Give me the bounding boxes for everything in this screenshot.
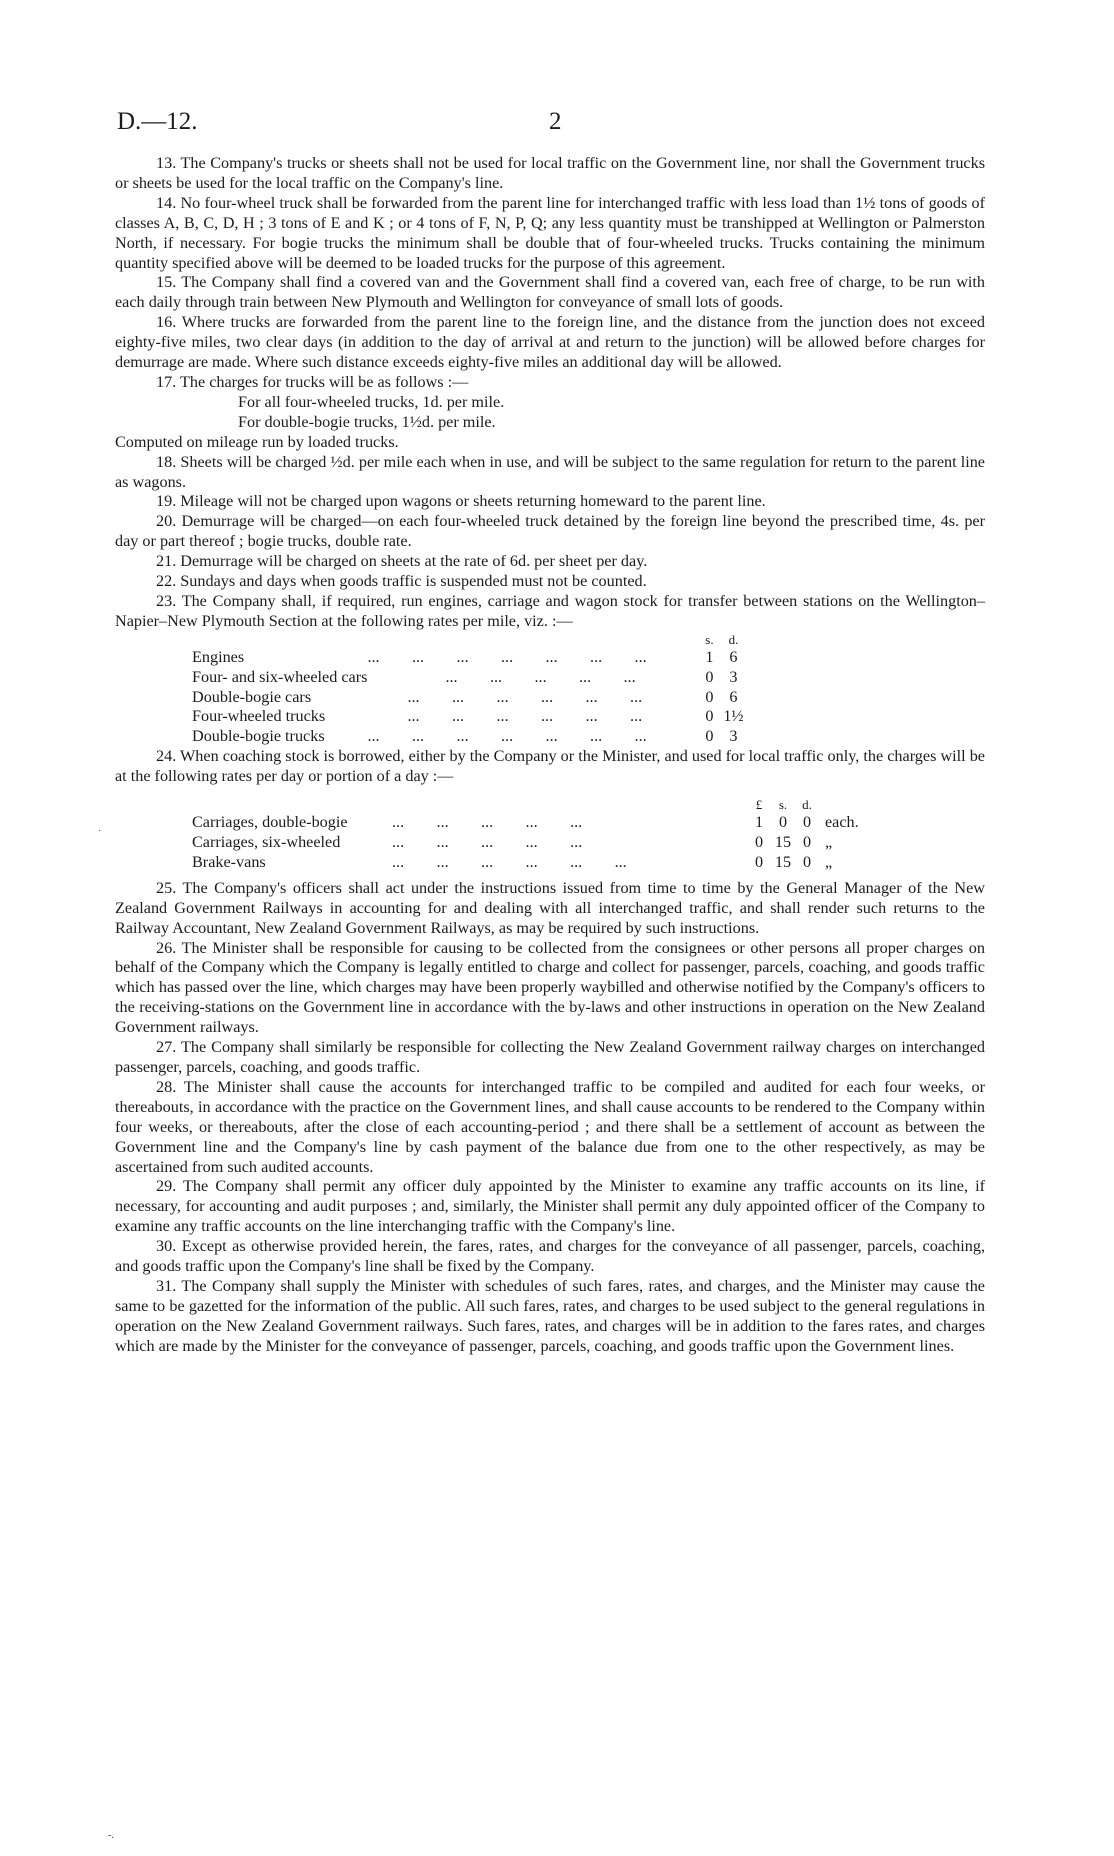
stock-label: Double-bogie cars xyxy=(192,687,312,706)
stock-label: Carriages, double-bogie xyxy=(192,813,348,832)
rate-pounds: 0 xyxy=(754,833,764,851)
clause-28: 28. The Minister shall cause the accounts for interchanged traffic to be compiled and audited for each four weeks, or thereabouts, in accordance with the practice on the Government lines, and shall cause accounts to be rendered to the Company within four weeks, or thereabouts, after the close of each accounting-period ; and there shall be a settlement of account as between the Government line and the Company's line by cash payment of the balance due from one to the other respectively, as may be ascertained from such audited accounts. xyxy=(115,1077,985,1176)
table-row xyxy=(192,707,745,727)
stock-label: Four-wheeled trucks xyxy=(192,707,326,726)
clause-17-computation: Computed on mileage run by loaded trucks. xyxy=(115,432,399,451)
rate-shillings: 0 xyxy=(705,687,714,706)
leader-dots: ... ... ... ... ... xyxy=(392,813,583,832)
rate-pounds: 1 xyxy=(754,813,764,832)
rates-per-mile-header xyxy=(192,632,745,648)
rate-pence: 0 xyxy=(802,852,812,871)
table-row xyxy=(192,668,745,688)
clause-31: 31. The Company shall supply the Minister with schedules of such fares, rates, and charges, and the Minister may cause the same to be gazetted for the information of the public. All such fares, rates, and charges to be used subject to the general regulations in operation on the New Zealand Government railways. Such fares, rates, and charges will be in addition to the fares rates, and charges which are made by the Minister for the conveyance of passenger, parcels, coaching, and goods traffic upon the Government lines. xyxy=(115,1276,985,1355)
pounds-column-header: £ xyxy=(755,797,763,813)
clause-19: 19. Mileage will not be charged upon wagons or sheets returning homeward to the parent line. xyxy=(156,492,766,511)
clause-29: 29. The Company shall permit any officer duly appointed by the Minister to examine any traffic accounts on its line, if necessary, for accounting and audit purposes ; and, similarly, the Minister shall permit any duly appointed officer of the Company to examine any traffic accounts on the line interchanging traffic with the Company's line. xyxy=(115,1177,985,1236)
clause-22: 22. Sundays and days when goods traffic is suspended must not be counted. xyxy=(156,572,647,591)
table-row xyxy=(192,648,745,668)
clause-24: 24. When coaching stock is borrowed, either by the Company or the Minister, and used for local traffic only, the charges will be at the following rates per day or portion of a day :— xyxy=(115,747,985,786)
rate-pence: 1½ xyxy=(723,707,744,726)
clause-17-four-wheeled: For all four-wheeled trucks, 1d. per mile. xyxy=(238,392,505,411)
page-number: 2 xyxy=(549,108,562,135)
clause-20: 20. Demurrage will be charged—on each four-wheeled truck detained by the foreign line beyond the prescribed time, 4s. per day or part thereof ; bogie trucks, double rate. xyxy=(115,512,985,551)
rate-note: each. xyxy=(825,813,859,832)
rate-shillings: 15 xyxy=(774,833,792,851)
table-row xyxy=(192,833,859,853)
stock-label: Four- and six-wheeled cars xyxy=(192,667,368,686)
clause-30: 30. Except as otherwise provided herein, the fares, rates, and charges for the conveyance of all passenger, parcels, coaching, and goods traffic upon the Company's line shall be fixed by the Company. xyxy=(115,1237,985,1276)
rate-pence: 0 xyxy=(802,833,812,851)
stock-label: Carriages, six-wheeled xyxy=(192,833,341,851)
clause-16: 16. Where trucks are forwarded from the parent line to the foreign line, and the distance from the junction does not exceed eighty-five miles, two clear days (in addition to the day of arrival at and return to the junction) will be allowed before charges for demurrage are made. Where such distance exceeds eighty-five miles an additional day will be allowed. xyxy=(115,313,985,372)
spacer xyxy=(115,787,985,797)
rate-pounds: 0 xyxy=(754,852,764,871)
clause-15: 15. The Company shall find a covered van and the Government shall find a covered van, each free of charge, to be run with each daily through train between New Plymouth and Wellington for conveyance of small lots of goods. xyxy=(115,273,985,312)
shillings-column-header: s. xyxy=(705,631,714,647)
rate-pence: 6 xyxy=(729,687,738,706)
rate-shillings: 0 xyxy=(705,727,714,746)
rates-per-mile-table xyxy=(192,632,745,748)
clause-27: 27. The Company shall similarly be responsible for collecting the New Zealand Government railway charges on interchanged passenger, parcels, coaching, and goods traffic. xyxy=(115,1038,985,1076)
leader-dots: ... ... ... ... ... ... ... xyxy=(367,727,647,746)
rate-shillings: 0 xyxy=(705,667,714,686)
document-body xyxy=(115,154,985,1357)
leader-dots: ... ... ... ... ... ... xyxy=(407,707,643,726)
clause-17: 17. The charges for trucks will be as follows :— xyxy=(156,372,469,391)
table-row xyxy=(192,727,745,747)
table-row xyxy=(192,813,859,833)
stock-label: Engines xyxy=(192,647,245,666)
pence-column-header: d. xyxy=(728,631,739,647)
clause-25: 25. The Company's officers shall act under the instructions issued from time to time by the General Manager of the New Zealand Government Railways in accounting for and dealing with all interchanged traffic, and shall render such returns to the Railway Accountant, New Zealand Government Railways, as may be required by such instructions. xyxy=(115,878,985,937)
rate-shillings: 1 xyxy=(705,647,714,666)
scan-speck: -. xyxy=(108,1830,114,1841)
clause-21: 21. Demurrage will be charged on sheets at the rate of 6d. per sheet per day. xyxy=(156,552,648,571)
clause-18: 18. Sheets will be charged ½d. per mile each when in use, and will be subject to the same regulation for return to the parent line as wagons. xyxy=(115,452,985,491)
clause-26: 26. The Minister shall be responsible for causing to be collected from the consignees or other persons all proper charges on behalf of the Company which the Company is legally entitled to charge and collect for passenger, parcels, coaching, and goods traffic which has passed over the line, which charges may have been properly waybilled and otherwise notified by the Company's officers to the receiving-stations on the Government line in accordance with the by-laws and other instructions in operation on the New Zealand Government railways. xyxy=(115,938,985,1037)
stock-label: Brake-vans xyxy=(192,852,266,871)
rate-shillings: 0 xyxy=(705,707,714,726)
leader-dots: ... ... ... ... ... ... xyxy=(392,852,627,871)
shillings-column-header: s. xyxy=(778,797,788,813)
rate-shillings: 15 xyxy=(774,852,792,871)
coaching-stock-rates-table xyxy=(192,797,859,873)
rate-pence: 0 xyxy=(802,813,812,832)
pence-column-header: d. xyxy=(802,797,812,813)
leader-dots: ... ... ... ... ... ... xyxy=(407,687,643,706)
rate-note: „ xyxy=(825,833,833,851)
clause-17-double-bogie: For double-bogie trucks, 1½d. per mile. xyxy=(238,412,496,431)
rate-pence: 6 xyxy=(729,647,738,666)
leader-dots: ... ... ... ... ... ... ... xyxy=(367,647,647,666)
rate-note: „ xyxy=(825,852,833,871)
rate-shillings: 0 xyxy=(778,813,788,832)
stock-label: Double-bogie trucks xyxy=(192,727,325,746)
rate-pence: 3 xyxy=(729,667,738,686)
leader-dots: ... ... ... ... ... xyxy=(445,667,636,686)
document-reference: D.—12. xyxy=(117,108,198,135)
clause-14: 14. No four-wheel truck shall be forwarded from the parent line for interchanged traffic with less load than 1½ tons of goods of classes A, B, C, D, H ; 3 tons of E and K ; or 4 tons of F, N, P, Q; any less quantity must be transhipped at Wellington or Palmerston North, if necessary. For bogie trucks the minimum shall be double that of four-wheeled trucks. Trucks containing the minimum quantity specified above will be deemed to be loaded trucks for the purpose of this agreement. xyxy=(115,193,985,272)
table-row xyxy=(192,853,859,873)
clause-23: 23. The Company shall, if required, run engines, carriage and wagon stock for transfer between stations on the Wellington–Napier–New Plymouth Section at the following rates per mile, viz. :— xyxy=(115,591,985,630)
table-row xyxy=(192,688,745,708)
rate-pence: 3 xyxy=(729,727,738,746)
leader-dots: ... ... ... ... ... xyxy=(392,833,583,851)
scan-speck: · xyxy=(98,826,102,837)
clause-13: 13. The Company's trucks or sheets shall not be used for local traffic on the Government line, nor shall the Government trucks or sheets be used for the local traffic on the Company's line. xyxy=(115,154,985,192)
coaching-stock-header xyxy=(192,797,859,813)
